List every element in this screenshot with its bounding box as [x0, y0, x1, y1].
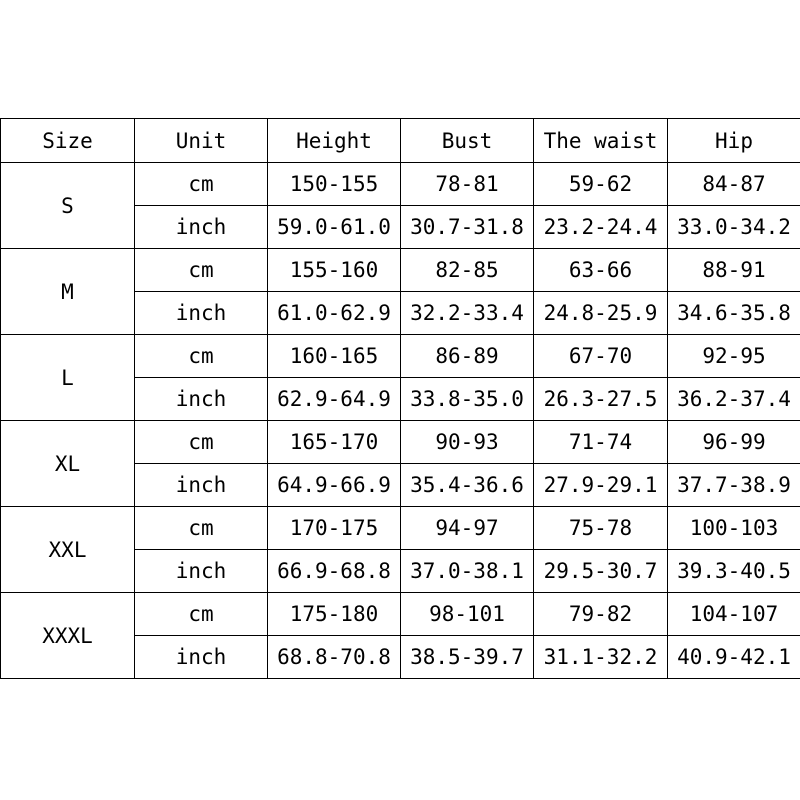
table-row	[1, 335, 800, 378]
waist-cell: 63-66	[534, 249, 668, 292]
hip-cell: 36.2-37.4	[668, 378, 800, 421]
waist-cell: 67-70	[534, 335, 668, 378]
hip-cell: 92-95	[668, 335, 800, 378]
header-unit: Unit	[135, 119, 268, 163]
header-size: Size	[1, 119, 135, 163]
bust-cell: 32.2-33.4	[401, 292, 534, 335]
bust-cell: 78-81	[401, 163, 534, 206]
waist-cell: 29.5-30.7	[534, 550, 668, 593]
height-cell: 155-160	[268, 249, 401, 292]
header-bust: Bust	[401, 119, 534, 163]
hip-cell: 33.0-34.2	[668, 206, 800, 249]
unit-cell: inch	[135, 636, 268, 679]
waist-cell: 23.2-24.4	[534, 206, 668, 249]
hip-cell: 96-99	[668, 421, 800, 464]
header-waist: The waist	[534, 119, 668, 163]
table-row	[1, 163, 800, 206]
hip-cell: 88-91	[668, 249, 800, 292]
unit-cell: cm	[135, 421, 268, 464]
table-row	[1, 249, 800, 292]
height-cell: 68.8-70.8	[268, 636, 401, 679]
unit-cell: cm	[135, 335, 268, 378]
bust-cell: 37.0-38.1	[401, 550, 534, 593]
unit-cell: cm	[135, 163, 268, 206]
unit-cell: cm	[135, 249, 268, 292]
waist-cell: 79-82	[534, 593, 668, 636]
waist-cell: 75-78	[534, 507, 668, 550]
hip-cell: 40.9-42.1	[668, 636, 800, 679]
bust-cell: 33.8-35.0	[401, 378, 534, 421]
waist-cell: 31.1-32.2	[534, 636, 668, 679]
unit-cell: inch	[135, 292, 268, 335]
unit-cell: inch	[135, 378, 268, 421]
size-chart-table	[0, 118, 800, 679]
bust-cell: 98-101	[401, 593, 534, 636]
waist-cell: 71-74	[534, 421, 668, 464]
hip-cell: 37.7-38.9	[668, 464, 800, 507]
waist-cell: 26.3-27.5	[534, 378, 668, 421]
height-cell: 62.9-64.9	[268, 378, 401, 421]
header-height: Height	[268, 119, 401, 163]
unit-cell: inch	[135, 206, 268, 249]
table-row	[1, 421, 800, 464]
waist-cell: 27.9-29.1	[534, 464, 668, 507]
waist-cell: 59-62	[534, 163, 668, 206]
bust-cell: 94-97	[401, 507, 534, 550]
waist-cell: 24.8-25.9	[534, 292, 668, 335]
size-label: XXL	[1, 507, 135, 593]
height-cell: 160-165	[268, 335, 401, 378]
unit-cell: cm	[135, 507, 268, 550]
height-cell: 175-180	[268, 593, 401, 636]
unit-cell: cm	[135, 593, 268, 636]
size-label: M	[1, 249, 135, 335]
height-cell: 150-155	[268, 163, 401, 206]
hip-cell: 100-103	[668, 507, 800, 550]
size-label: S	[1, 163, 135, 249]
bust-cell: 30.7-31.8	[401, 206, 534, 249]
hip-cell: 39.3-40.5	[668, 550, 800, 593]
height-cell: 64.9-66.9	[268, 464, 401, 507]
table-row	[1, 593, 800, 636]
bust-cell: 38.5-39.7	[401, 636, 534, 679]
hip-cell: 104-107	[668, 593, 800, 636]
size-label: L	[1, 335, 135, 421]
height-cell: 61.0-62.9	[268, 292, 401, 335]
size-label: XL	[1, 421, 135, 507]
header-hip: Hip	[668, 119, 800, 163]
unit-cell: inch	[135, 550, 268, 593]
height-cell: 59.0-61.0	[268, 206, 401, 249]
header-row	[1, 119, 800, 163]
bust-cell: 86-89	[401, 335, 534, 378]
size-label: XXXL	[1, 593, 135, 679]
hip-cell: 84-87	[668, 163, 800, 206]
bust-cell: 82-85	[401, 249, 534, 292]
unit-cell: inch	[135, 464, 268, 507]
hip-cell: 34.6-35.8	[668, 292, 800, 335]
height-cell: 66.9-68.8	[268, 550, 401, 593]
bust-cell: 90-93	[401, 421, 534, 464]
bust-cell: 35.4-36.6	[401, 464, 534, 507]
height-cell: 165-170	[268, 421, 401, 464]
height-cell: 170-175	[268, 507, 401, 550]
table-row	[1, 507, 800, 550]
